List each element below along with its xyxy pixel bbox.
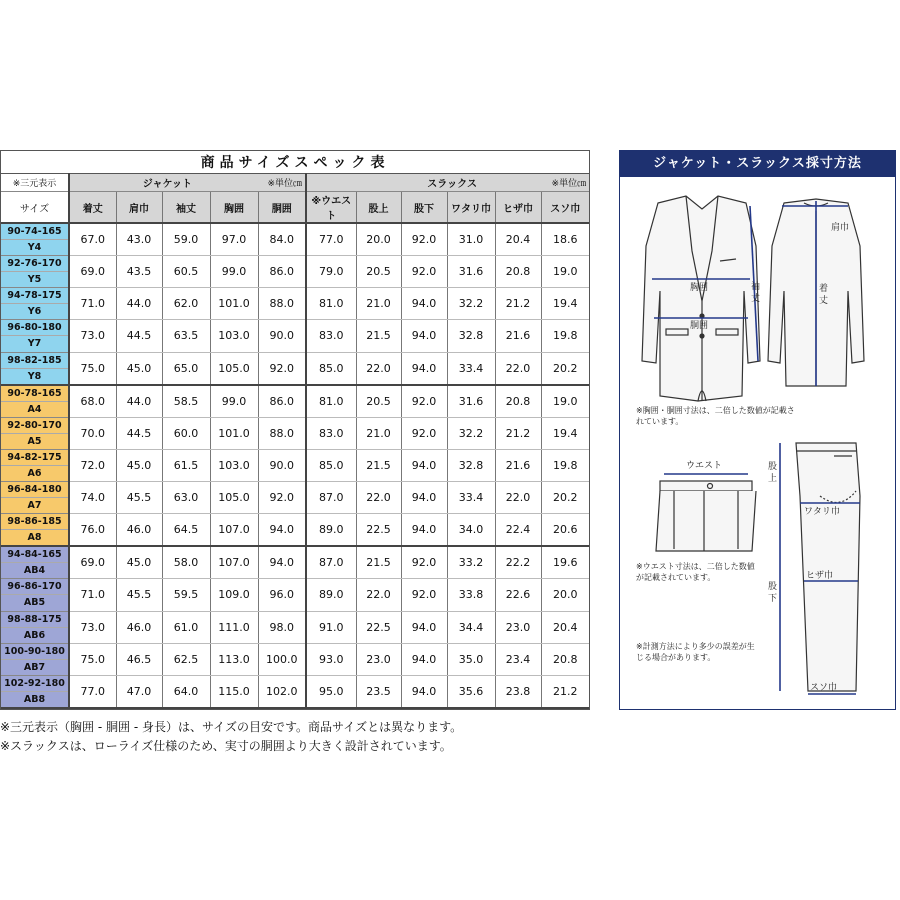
size-code: A8 (1, 529, 68, 545)
table-row (1, 385, 589, 418)
slacks-value: 19.8 (541, 320, 589, 352)
size-cell (1, 482, 69, 514)
jacket-value: 97.0 (210, 223, 258, 256)
slacks-value: 21.0 (356, 288, 401, 320)
jacket-value: 100.0 (258, 643, 306, 675)
table-row (1, 611, 589, 643)
jacket-value: 45.5 (116, 579, 162, 611)
jacket-value: 103.0 (210, 449, 258, 481)
slacks-value: 94.0 (401, 288, 447, 320)
jacket-col-header: 袖丈 (162, 192, 210, 224)
jacket-value: 90.0 (258, 449, 306, 481)
slacks-value: 94.0 (401, 643, 447, 675)
slacks-value: 92.0 (401, 579, 447, 611)
jacket-value: 109.0 (210, 579, 258, 611)
size-code: AB4 (1, 562, 68, 578)
size-code: A5 (1, 433, 68, 449)
jacket-value: 99.0 (210, 256, 258, 288)
jacket-value: 46.5 (116, 643, 162, 675)
jacket-value: 88.0 (258, 417, 306, 449)
size-dims: 94-84-165 (7, 549, 62, 561)
slacks-value: 19.0 (541, 256, 589, 288)
jacket-value: 88.0 (258, 288, 306, 320)
jacket-value: 107.0 (210, 546, 258, 579)
size-dims: 90-78-165 (7, 387, 62, 399)
slacks-value: 22.0 (356, 352, 401, 385)
jacket-value: 77.0 (69, 675, 116, 708)
jacket-value: 44.5 (116, 320, 162, 352)
jacket-value: 105.0 (210, 352, 258, 385)
label-waist: ウエスト (686, 461, 723, 471)
jacket-value: 69.0 (69, 546, 116, 579)
jacket-value: 58.5 (162, 385, 210, 418)
size-dims: 102-92-180 (4, 677, 65, 689)
slacks-value: 33.4 (447, 352, 495, 385)
slacks-value: 20.0 (541, 579, 589, 611)
slacks-col-header: ワタリ巾 (447, 192, 495, 224)
jacket-value: 96.0 (258, 579, 306, 611)
jacket-col-header: 肩巾 (116, 192, 162, 224)
size-cell (1, 352, 69, 385)
slacks-value: 18.6 (541, 223, 589, 256)
jacket-value: 43.0 (116, 223, 162, 256)
slacks-value: 94.0 (401, 611, 447, 643)
jacket-value: 67.0 (69, 223, 116, 256)
label-watari: ワタリ巾 (804, 507, 840, 517)
jacket-value: 46.0 (116, 611, 162, 643)
slacks-unit: ※単位㎝ (495, 174, 589, 192)
jacket-value: 86.0 (258, 385, 306, 418)
jacket-value: 60.5 (162, 256, 210, 288)
jacket-value: 63.0 (162, 482, 210, 514)
jacket-value: 74.0 (69, 482, 116, 514)
slacks-value: 85.0 (306, 352, 356, 385)
slacks-value: 89.0 (306, 579, 356, 611)
measurement-guide (619, 150, 896, 710)
jacket-value: 64.5 (162, 514, 210, 547)
slacks-value: 19.0 (541, 385, 589, 418)
slacks-value: 21.2 (495, 288, 541, 320)
slacks-value: 20.2 (541, 482, 589, 514)
jacket-value: 111.0 (210, 611, 258, 643)
slacks-value: 23.5 (356, 675, 401, 708)
label-kitake: 着丈 (819, 284, 829, 306)
size-dims: 94-78-175 (7, 290, 62, 302)
slacks-value: 23.8 (495, 675, 541, 708)
slacks-value: 20.6 (541, 514, 589, 547)
jacket-value: 46.0 (116, 514, 162, 547)
jacket-value: 62.5 (162, 643, 210, 675)
jacket-value: 105.0 (210, 482, 258, 514)
slacks-value: 83.0 (306, 417, 356, 449)
slacks-value: 22.5 (356, 514, 401, 547)
slacks-value: 92.0 (401, 385, 447, 418)
jacket-value: 59.5 (162, 579, 210, 611)
size-cell (1, 320, 69, 352)
jacket-value: 101.0 (210, 417, 258, 449)
slacks-value: 19.6 (541, 546, 589, 579)
size-dims: 96-84-180 (7, 484, 62, 496)
table-row (1, 417, 589, 449)
label-doui: 胴囲 (690, 321, 709, 331)
jacket-value: 68.0 (69, 385, 116, 418)
size-cell (1, 449, 69, 481)
jacket-value: 72.0 (69, 449, 116, 481)
slacks-value: 20.5 (356, 385, 401, 418)
jacket-value: 101.0 (210, 288, 258, 320)
slacks-value: 20.5 (356, 256, 401, 288)
jacket-col-header: 着丈 (69, 192, 116, 224)
jacket-value: 60.0 (162, 417, 210, 449)
slacks-value: 31.0 (447, 223, 495, 256)
jacket-value: 65.0 (162, 352, 210, 385)
label-matagami: 股上 (768, 462, 778, 484)
size-code: AB5 (1, 594, 68, 610)
slacks-value: 83.0 (306, 320, 356, 352)
size-code: Y5 (1, 271, 68, 287)
measurement-illustration (620, 151, 897, 711)
slacks-value: 94.0 (401, 449, 447, 481)
table-row (1, 288, 589, 320)
jacket-value: 94.0 (258, 514, 306, 547)
slacks-value: 34.0 (447, 514, 495, 547)
jacket-value: 58.0 (162, 546, 210, 579)
slacks-value: 31.6 (447, 385, 495, 418)
slacks-value: 22.0 (495, 352, 541, 385)
slacks-value: 20.2 (541, 352, 589, 385)
jacket-unit: ※単位㎝ (210, 174, 306, 192)
slacks-value: 94.0 (401, 352, 447, 385)
jacket-value: 45.0 (116, 449, 162, 481)
label-hiza: ヒザ巾 (806, 571, 834, 581)
slacks-value: 21.6 (495, 449, 541, 481)
note-kyoui-doui: ※胸囲・胴囲寸法は、二倍した数値が記載されています。 (636, 406, 795, 426)
slacks-col-header: 股上 (356, 192, 401, 224)
slacks-value: 19.8 (541, 449, 589, 481)
jacket-value: 84.0 (258, 223, 306, 256)
jacket-value: 90.0 (258, 320, 306, 352)
label-suso: スソ巾 (810, 683, 838, 693)
table-row (1, 514, 589, 547)
slacks-value: 91.0 (306, 611, 356, 643)
slacks-value: 20.0 (356, 223, 401, 256)
slacks-value: 32.8 (447, 320, 495, 352)
jacket-value: 94.0 (258, 546, 306, 579)
table-row (1, 223, 589, 256)
size-code: A4 (1, 401, 68, 417)
jacket-value: 75.0 (69, 352, 116, 385)
jacket-value: 69.0 (69, 256, 116, 288)
size-cell (1, 256, 69, 288)
slacks-value: 21.5 (356, 449, 401, 481)
label-sodetake: 袖丈 (751, 282, 761, 304)
slacks-value: 92.0 (401, 256, 447, 288)
jacket-value: 43.5 (116, 256, 162, 288)
size-cell (1, 514, 69, 547)
slacks-value: 21.2 (495, 417, 541, 449)
jacket-value: 63.5 (162, 320, 210, 352)
size-dims: 96-80-180 (7, 322, 62, 334)
jacket-value: 44.0 (116, 385, 162, 418)
jacket-front-illustration (642, 196, 760, 401)
slacks-value: 93.0 (306, 643, 356, 675)
size-spec-table (0, 150, 590, 710)
jacket-value: 73.0 (69, 320, 116, 352)
size-code: A7 (1, 497, 68, 513)
slacks-value: 89.0 (306, 514, 356, 547)
slacks-col-header: ヒザ巾 (495, 192, 541, 224)
slacks-value: 33.4 (447, 482, 495, 514)
note-slacks: ※スラックスは、ローライズ仕様のため、実寸の胴囲より大きく設計されています。 (0, 739, 452, 753)
size-dims: 100-90-180 (4, 645, 65, 657)
label-kyoui: 胸囲 (690, 283, 709, 293)
jacket-value: 92.0 (258, 482, 306, 514)
slacks-value: 92.0 (401, 546, 447, 579)
note-measure: ※計測方法により多少の誤差が生じる場合があります。 (636, 642, 755, 662)
size-dims: 98-88-175 (7, 613, 62, 625)
jacket-value: 47.0 (116, 675, 162, 708)
size-cell (1, 579, 69, 611)
size-dims: 96-86-170 (7, 581, 62, 593)
slacks-value: 92.0 (401, 223, 447, 256)
table-row (1, 675, 589, 708)
size-cell (1, 546, 69, 579)
size-code: A6 (1, 465, 68, 481)
jacket-value: 115.0 (210, 675, 258, 708)
slacks-group-header: スラックス (306, 174, 495, 192)
slacks-value: 22.0 (495, 482, 541, 514)
slacks-value: 20.8 (495, 385, 541, 418)
guide-title: ジャケット・スラックス採寸方法 (620, 151, 895, 177)
table-title: 商品サイズスペック表 (1, 151, 589, 174)
sanken-label: ※三元表示 (1, 174, 69, 192)
jacket-value: 45.0 (116, 546, 162, 579)
jacket-value: 98.0 (258, 611, 306, 643)
slacks-value: 20.8 (541, 643, 589, 675)
jacket-group-header: ジャケット (69, 174, 210, 192)
jacket-value: 62.0 (162, 288, 210, 320)
size-cell (1, 675, 69, 708)
size-cell (1, 417, 69, 449)
table-row (1, 546, 589, 579)
slacks-value: 21.0 (356, 417, 401, 449)
label-matashita: 股下 (768, 582, 778, 604)
table-row (1, 320, 589, 352)
slacks-value: 20.4 (495, 223, 541, 256)
slacks-value: 22.6 (495, 579, 541, 611)
size-dims: 92-76-170 (7, 258, 62, 270)
slacks-value: 87.0 (306, 546, 356, 579)
table-row (1, 256, 589, 288)
slacks-value: 35.0 (447, 643, 495, 675)
note-sanken: ※三元表示（胸囲 - 胴囲 - 身長）は、サイズの目安です。商品サイズとは異なります。 (0, 720, 463, 734)
size-cell (1, 223, 69, 256)
jacket-value: 103.0 (210, 320, 258, 352)
jacket-value: 61.0 (162, 611, 210, 643)
slacks-value: 94.0 (401, 514, 447, 547)
size-dims: 94-82-175 (7, 451, 62, 463)
size-code: Y8 (1, 368, 68, 384)
slacks-value: 33.2 (447, 546, 495, 579)
slacks-value: 34.4 (447, 611, 495, 643)
jacket-value: 45.0 (116, 352, 162, 385)
slacks-value: 22.0 (356, 579, 401, 611)
jacket-value: 92.0 (258, 352, 306, 385)
slacks-value: 32.8 (447, 449, 495, 481)
slacks-value: 92.0 (401, 417, 447, 449)
slacks-front-illustration (656, 481, 756, 551)
size-code: Y7 (1, 335, 68, 351)
size-code: AB6 (1, 627, 68, 643)
jacket-value: 64.0 (162, 675, 210, 708)
slacks-value: 21.5 (356, 546, 401, 579)
slacks-value: 79.0 (306, 256, 356, 288)
jacket-value: 61.5 (162, 449, 210, 481)
size-code: Y6 (1, 303, 68, 319)
table-row (1, 352, 589, 385)
slacks-value: 22.4 (495, 514, 541, 547)
slacks-value: 87.0 (306, 482, 356, 514)
size-cell (1, 288, 69, 320)
table-row (1, 482, 589, 514)
jacket-value: 73.0 (69, 611, 116, 643)
jacket-value: 76.0 (69, 514, 116, 547)
size-col-header: サイズ (1, 192, 69, 224)
slacks-value: 77.0 (306, 223, 356, 256)
slacks-value: 23.4 (495, 643, 541, 675)
jacket-value: 44.5 (116, 417, 162, 449)
jacket-value: 99.0 (210, 385, 258, 418)
size-code: Y4 (1, 239, 68, 255)
slacks-value: 35.6 (447, 675, 495, 708)
jacket-value: 75.0 (69, 643, 116, 675)
jacket-col-header: 胴囲 (258, 192, 306, 224)
jacket-value: 44.0 (116, 288, 162, 320)
slacks-value: 81.0 (306, 288, 356, 320)
size-dims: 98-86-185 (7, 516, 62, 528)
note-waist: ※ウエスト寸法は、二倍した数値が記載されています。 (636, 562, 755, 582)
size-code: AB8 (1, 691, 68, 707)
jacket-value: 102.0 (258, 675, 306, 708)
slacks-value: 33.8 (447, 579, 495, 611)
slacks-value: 95.0 (306, 675, 356, 708)
label-katahaba: 肩巾 (831, 223, 850, 233)
jacket-value: 70.0 (69, 417, 116, 449)
size-dims: 98-82-185 (7, 354, 62, 366)
slacks-value: 22.2 (495, 546, 541, 579)
size-dims: 92-80-170 (7, 419, 62, 431)
table-row (1, 449, 589, 481)
jacket-value: 71.0 (69, 288, 116, 320)
slacks-col-header: ※ウエスト (306, 192, 356, 224)
jacket-value: 86.0 (258, 256, 306, 288)
slacks-value: 19.4 (541, 288, 589, 320)
slacks-value: 85.0 (306, 449, 356, 481)
size-cell (1, 611, 69, 643)
table-row (1, 579, 589, 611)
jacket-col-header: 胸囲 (210, 192, 258, 224)
slacks-value: 21.6 (495, 320, 541, 352)
jacket-value: 71.0 (69, 579, 116, 611)
jacket-value: 113.0 (210, 643, 258, 675)
slacks-value: 23.0 (356, 643, 401, 675)
slacks-value: 20.8 (495, 256, 541, 288)
slacks-value: 19.4 (541, 417, 589, 449)
size-cell (1, 385, 69, 418)
slacks-value: 23.0 (495, 611, 541, 643)
slacks-value: 81.0 (306, 385, 356, 418)
slacks-value: 32.2 (447, 288, 495, 320)
slacks-value: 21.5 (356, 320, 401, 352)
size-dims: 90-74-165 (7, 226, 62, 238)
slacks-value: 94.0 (401, 675, 447, 708)
slacks-value: 94.0 (401, 320, 447, 352)
slacks-value: 31.6 (447, 256, 495, 288)
slacks-side-illustration (796, 443, 860, 691)
jacket-value: 59.0 (162, 223, 210, 256)
slacks-col-header: 股下 (401, 192, 447, 224)
size-cell (1, 643, 69, 675)
slacks-value: 22.5 (356, 611, 401, 643)
table-row (1, 643, 589, 675)
slacks-value: 94.0 (401, 482, 447, 514)
jacket-value: 107.0 (210, 514, 258, 547)
jacket-value: 45.5 (116, 482, 162, 514)
slacks-value: 21.2 (541, 675, 589, 708)
size-code: AB7 (1, 659, 68, 675)
slacks-value: 20.4 (541, 611, 589, 643)
slacks-col-header: スソ巾 (541, 192, 589, 224)
slacks-value: 22.0 (356, 482, 401, 514)
slacks-value: 32.2 (447, 417, 495, 449)
